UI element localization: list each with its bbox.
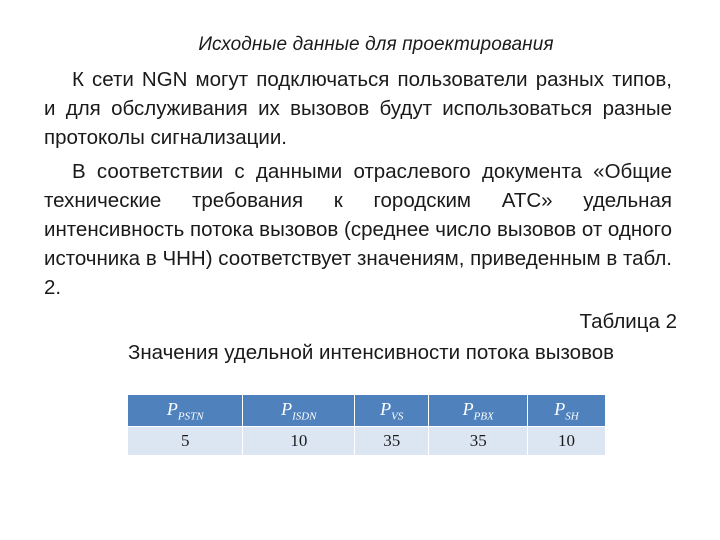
table-row	[128, 427, 606, 456]
value-pstn: 5	[128, 427, 243, 456]
slide-heading: Исходные данные для проектирования	[198, 34, 554, 55]
value-vs: 35	[355, 427, 429, 456]
value-pbx: 35	[429, 427, 528, 456]
header-p-sh: $P_{SH}$	[527, 395, 605, 427]
call-intensity-table	[127, 394, 606, 456]
paragraph-ngn-users: К сети NGN могут подключаться пользователи разных типов, и для обслуживания их вызовов будут использоваться разные протоколы сигнализации.	[44, 68, 672, 149]
paragraph-call-intensity: В соответствии с данными отраслевого документа «Общие технические требования к городским АТС» удельная интенсивность потока вызовов (среднее число вызовов от одного источника в ЧНН) соответствует значениям, приведенным в табл. 2.	[44, 160, 672, 299]
table-title: Значения удельной интенсивности потока вызовов	[127, 341, 615, 364]
header-p-pstn: $P_{PSTN}$	[128, 395, 243, 427]
table-caption: Таблица 2	[579, 310, 677, 333]
header-p-isdn: $P_{ISDN}$	[243, 395, 355, 427]
header-p-pbx: $P_{PBX}$	[429, 395, 528, 427]
value-sh: 10	[527, 427, 605, 456]
table-header-row	[128, 395, 606, 427]
header-p-vs: $P_{VS}$	[355, 395, 429, 427]
value-isdn: 10	[243, 427, 355, 456]
